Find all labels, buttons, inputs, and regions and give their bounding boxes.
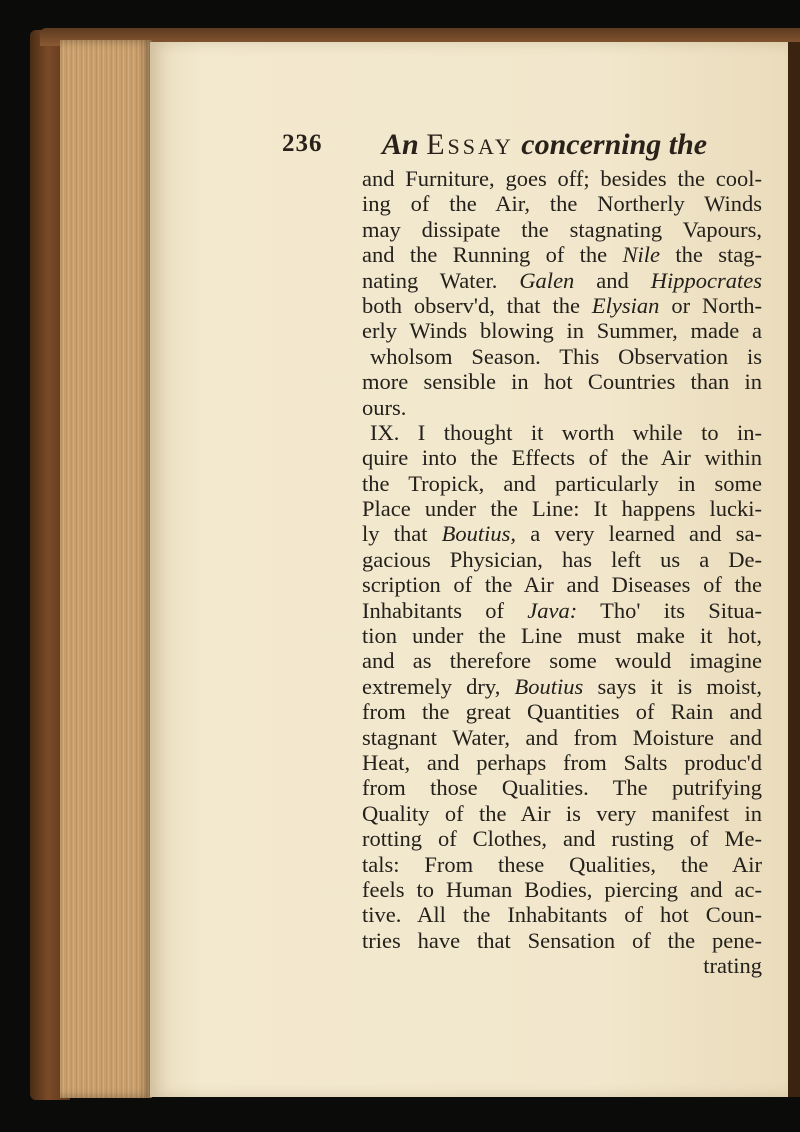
text-line <box>362 902 762 927</box>
text-run: Tho' its Situa- <box>577 597 762 623</box>
text-run: from the great Quantities of Rain and <box>362 699 762 725</box>
text-line <box>362 344 762 369</box>
page-number: 236 <box>282 130 323 157</box>
text-run: IX. I thought it worth while to in- <box>370 419 762 445</box>
text-line <box>362 369 762 394</box>
text-line <box>362 445 762 470</box>
text-run: stagnant Water, and from Moisture and <box>362 724 762 750</box>
text-line <box>362 674 762 699</box>
text-line <box>362 801 762 826</box>
text-line <box>362 623 762 648</box>
text-run: wholsom Season. This Observation is <box>370 343 762 369</box>
text-line <box>362 521 762 546</box>
running-head-essay <box>426 128 514 161</box>
page-header <box>282 128 708 168</box>
text-run: and as therefore some would imagine <box>362 648 762 674</box>
text-line <box>362 547 762 572</box>
text-line <box>362 217 762 242</box>
catchword-text: trating <box>703 953 762 979</box>
text-run: a very learned and sa- <box>516 521 762 547</box>
text-run: the stag- <box>660 242 762 268</box>
text-line <box>362 268 762 293</box>
text-run: nating Water. <box>362 267 520 293</box>
text-run: may dissipate the stagnating Vapours, <box>362 216 762 242</box>
text-run: tion under the Line must make it hot, <box>362 623 762 649</box>
text-run: scription of the Air and Diseases of the <box>362 572 762 598</box>
text-line <box>362 395 762 420</box>
italic-run: Hippocrates <box>650 267 762 293</box>
italic-run: Boutius, <box>441 521 517 547</box>
text-run: quire into the Effects of the Air within <box>362 445 762 471</box>
text-line <box>362 572 762 597</box>
page-right-shadow <box>788 42 800 1097</box>
text-line <box>362 852 762 877</box>
text-line <box>362 293 762 318</box>
text-run: the Tropick, and particularly in some <box>362 470 762 496</box>
running-head <box>382 128 707 162</box>
text-line <box>362 191 762 216</box>
running-head-suffix: concerning the <box>521 128 708 161</box>
italic-run: Boutius <box>514 673 584 699</box>
text-line <box>362 471 762 496</box>
text-run: ing of the Air, the Northerly Winds <box>362 191 762 217</box>
text-line <box>362 420 762 445</box>
text-run: tries have that Sensation of the pene- <box>362 927 762 953</box>
text-run: feels to Human Bodies, piercing and ac- <box>362 876 762 902</box>
running-head-essay-rest: SSAY <box>447 134 514 159</box>
text-line <box>362 775 762 800</box>
text-run: from those Qualities. The putrifying <box>362 775 762 801</box>
text-run: ly that <box>362 521 442 547</box>
body-text <box>362 166 762 979</box>
text-run: says it is moist, <box>583 673 762 699</box>
text-run: Inhabitants of <box>362 597 528 623</box>
text-line <box>362 166 762 191</box>
italic-run: Java: <box>527 597 578 623</box>
text-run: Quality of the Air is very manifest in <box>362 800 762 826</box>
text-line <box>362 750 762 775</box>
text-run: and the Running of the <box>362 242 623 268</box>
text-run: or North- <box>659 292 762 318</box>
text-run: extremely dry, <box>362 673 515 699</box>
text-run: Heat, and perhaps from Salts produc'd <box>362 749 762 775</box>
italic-run: Galen <box>519 267 575 293</box>
text-line <box>362 598 762 623</box>
text-line <box>362 318 762 343</box>
text-run: rotting of Clothes, and rusting of Me- <box>362 826 762 852</box>
text-line <box>362 648 762 673</box>
text-run: tals: From these Qualities, the Air <box>362 851 762 877</box>
italic-run: Nile <box>622 242 661 268</box>
text-line <box>362 496 762 521</box>
text-line <box>362 699 762 724</box>
text-line <box>362 826 762 851</box>
text-line <box>362 725 762 750</box>
text-run: ours. <box>362 394 407 420</box>
text-run: and <box>574 267 651 293</box>
text-run: Place under the Line: It happens lucki- <box>362 496 762 522</box>
text-run: erly Winds blowing in Summer, made a <box>362 318 762 344</box>
text-line <box>362 928 762 953</box>
running-head-prefix: An <box>382 128 419 161</box>
text-run: tive. All the Inhabitants of hot Coun- <box>362 902 762 928</box>
text-line <box>362 877 762 902</box>
text-run: and Furniture, goes off; besides the cool- <box>362 166 762 191</box>
italic-run: Elysian <box>591 292 660 318</box>
catchword <box>362 953 762 978</box>
running-head-essay-initial: E <box>426 128 448 161</box>
text-line <box>362 242 762 267</box>
text-run: more sensible in hot Countries than in <box>362 369 762 395</box>
text-run: both observ'd, that the <box>362 292 592 318</box>
page-edges <box>60 40 152 1098</box>
text-run: gacious Physician, has left us a De- <box>362 546 762 572</box>
